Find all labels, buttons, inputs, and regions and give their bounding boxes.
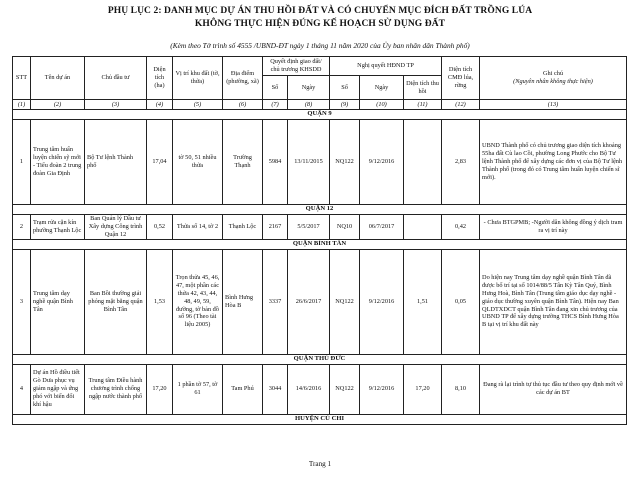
header-decision-date: Ngày bbox=[288, 76, 330, 100]
cell-resolution-date: 9/12/2016 bbox=[360, 364, 404, 414]
cell-project-name: Trạm rửa cặn kín phường Thạnh Lộc bbox=[31, 215, 85, 240]
cell-notes: Đang rà lại trình tự thủ tục đầu tư theo quy định mới về các dự án BT bbox=[480, 364, 627, 414]
header-notes-title: Ghi chú bbox=[542, 70, 564, 78]
cell-cmd-area: 2,83 bbox=[442, 120, 480, 205]
cell-resolution-number: NQ122 bbox=[330, 364, 360, 414]
header-investor: Chủ đầu tư bbox=[85, 57, 147, 100]
header-stt: STT bbox=[13, 57, 31, 100]
cell-decision-date: 14/6/2016 bbox=[288, 364, 330, 414]
header-project-name: Tên dự án bbox=[31, 57, 85, 100]
cell-resolution-date: 9/12/2016 bbox=[360, 249, 404, 354]
header-resolution-date: Ngày bbox=[360, 76, 404, 100]
column-number: (2) bbox=[31, 100, 85, 110]
column-number: (6) bbox=[223, 100, 263, 110]
column-number: (8) bbox=[288, 100, 330, 110]
cell-decision-number: 3337 bbox=[263, 249, 288, 354]
cell-cmd-area: 0,42 bbox=[442, 215, 480, 240]
cell-investor: Trung tâm Điều hành chương trình chống ngập nước thành phố bbox=[85, 364, 147, 414]
column-number: (4) bbox=[147, 100, 173, 110]
cell-decision-date: 26/6/2017 bbox=[288, 249, 330, 354]
cell-area: 1,53 bbox=[147, 249, 173, 354]
cell-cmd-area: 0,05 bbox=[442, 249, 480, 354]
column-number: (5) bbox=[173, 100, 223, 110]
section-row bbox=[13, 414, 627, 424]
column-number-row bbox=[13, 100, 627, 110]
cell-resolution-number: NQ122 bbox=[330, 249, 360, 354]
page-number: Trang 1 bbox=[308, 460, 332, 468]
section-label-cu-chi: HUYỆN CỦ CHI bbox=[13, 414, 627, 424]
header-decision-group: Quyết định giao đất/ chủ trương KHSDD bbox=[263, 57, 330, 76]
cell-stt: 4 bbox=[13, 364, 31, 414]
table-header-row bbox=[13, 57, 627, 76]
cell-recovered-area bbox=[404, 120, 442, 205]
section-row bbox=[13, 239, 627, 249]
cell-location: 1 phần tờ 57, tờ 61 bbox=[173, 364, 223, 414]
page-title: PHỤ LỤC 2: DANH MỤC DỰ ÁN THU HỒI ĐẤT VÀ CÓ CHUYỂN MỤC ĐÍCH ĐẤT TRỒNG LÚA bbox=[107, 6, 533, 16]
section-row bbox=[13, 110, 627, 120]
column-number: (10) bbox=[360, 100, 404, 110]
table-row bbox=[13, 249, 627, 354]
header-notes bbox=[480, 57, 627, 100]
section-label-q12: QUẬN 12 bbox=[13, 205, 627, 215]
cell-resolution-date: 9/12/2016 bbox=[360, 120, 404, 205]
page-subtitle: (Kèm theo Tờ trình số 4555 /UBND-ĐT ngày 1 tháng 11 năm 2020 của Ủy ban nhân dân Thành phố) bbox=[170, 41, 470, 50]
cell-investor: Ban Quản lý Dầu tư Xây dựng Công trình Quận 12 bbox=[85, 215, 147, 240]
cell-area: 17,20 bbox=[147, 364, 173, 414]
cell-stt: 1 bbox=[13, 120, 31, 205]
column-number: (12) bbox=[442, 100, 480, 110]
column-number: (9) bbox=[330, 100, 360, 110]
cell-cmd-area: 8,10 bbox=[442, 364, 480, 414]
cell-area: 17,04 bbox=[147, 120, 173, 205]
cell-project-name: Dự án Hồ điều tiết Gò Dưa phục vụ giảm ngập và ứng phó với biến đổi khí hậu bbox=[31, 364, 85, 414]
project-table bbox=[12, 56, 627, 425]
cell-project-name: Trung tâm dạy nghề quận Bình Tân bbox=[31, 249, 85, 354]
section-row bbox=[13, 205, 627, 215]
section-label-binh-tan: QUẬN BÌNH TÂN bbox=[13, 239, 627, 249]
cell-stt: 2 bbox=[13, 215, 31, 240]
cell-decision-number: 2167 bbox=[263, 215, 288, 240]
cell-notes: UBND Thành phố có chủ trương giao diện tích khoảng 55ha đất Cù lao Cồi, phường Long Phước cho Bộ Tư lệnh Thành phố để xây dựng các đơn vị của Bộ Tư lệnh Thành phố (trong đó có Trung tâm huấn luyện chiến sĩ mới). bbox=[480, 120, 627, 205]
column-number: (7) bbox=[263, 100, 288, 110]
section-label-q9: QUẬN 9 bbox=[13, 110, 627, 120]
cell-stt: 3 bbox=[13, 249, 31, 354]
cell-notes: Do hiện nay Trung tâm dạy nghề quận Bình Tân đã được bố trí tại số 1014/88/5 Tân Kỳ Tân Quý, Bình Hưng Hoà, Bình Tân (Trung tâm giáo dục dạy nghề - giáo dục thường xuyên quận Bình Tân). Hiện nay Ban QLDTXDCT quận Bình Tân đang xin chủ trương của UBND TP để xây dựng trường THCS Bình Hưng Hòa B tại vị trí khu đất này bbox=[480, 249, 627, 354]
header-ward: Địa điểm (phường, xã) bbox=[223, 57, 263, 100]
cell-recovered-area: 17,20 bbox=[404, 364, 442, 414]
section-label-thu-duc: QUẬN THỦ ĐỨC bbox=[13, 354, 627, 364]
header-resolution-group: Nghị quyết HĐND TP bbox=[330, 57, 442, 76]
header-decision-number: Số bbox=[263, 76, 288, 100]
cell-project-name: Trung tâm huấn luyện chiến sỹ mới - Tiểu đoàn 2 trung đoàn Gia Định bbox=[31, 120, 85, 205]
cell-notes: - Chưa BTGPMB; -Người dân không đồng ý dịch tram ra vị trí này bbox=[480, 215, 627, 240]
column-number: (13) bbox=[480, 100, 627, 110]
header-notes-subtitle: (Nguyên nhân không thực hiện) bbox=[513, 78, 593, 85]
page-title-line2: KHÔNG THỰC HIỆN ĐÚNG KẾ HOẠCH SỬ DỤNG ĐẤT bbox=[194, 19, 446, 29]
cell-decision-number: 3044 bbox=[263, 364, 288, 414]
cell-resolution-number: NQ122 bbox=[330, 120, 360, 205]
cell-ward: Tam Phú bbox=[223, 364, 263, 414]
column-number: (11) bbox=[404, 100, 442, 110]
cell-investor: Ban Bồi thường giải phóng mặt bằng quận Bình Tân bbox=[85, 249, 147, 354]
column-number: (3) bbox=[85, 100, 147, 110]
cell-decision-date: 5/5/2017 bbox=[288, 215, 330, 240]
cell-ward: Bình Hưng Hòa B bbox=[223, 249, 263, 354]
header-area: Diện tích (ha) bbox=[147, 57, 173, 100]
cell-location: Thửa số 14, tờ 2 bbox=[173, 215, 223, 240]
cell-investor: Bộ Tư lệnh Thành phố bbox=[85, 120, 147, 205]
table-row bbox=[13, 364, 627, 414]
column-number: (1) bbox=[13, 100, 31, 110]
cell-recovered-area: 1,51 bbox=[404, 249, 442, 354]
table-row bbox=[13, 120, 627, 205]
section-row bbox=[13, 354, 627, 364]
header-location: Vị trí khu đất (tờ, thửa) bbox=[173, 57, 223, 100]
header-cmd-area: Diện tích CMĐ lúa, rừng bbox=[442, 57, 480, 100]
table-row bbox=[13, 215, 627, 240]
cell-ward: Thạnh Lộc bbox=[223, 215, 263, 240]
cell-ward: Trường Thạnh bbox=[223, 120, 263, 205]
cell-location: Trọn thửa 45, 46, 47, một phần các thửa 42, 43, 44, 48, 49, 59, đường, tờ bản đồ số 96 (Theo tài liệu 2005) bbox=[173, 249, 223, 354]
header-recovered-area: Diện tích thu hồi bbox=[404, 76, 442, 100]
cell-decision-number: 5984 bbox=[263, 120, 288, 205]
header-resolution-number: Số bbox=[330, 76, 360, 100]
cell-recovered-area bbox=[404, 215, 442, 240]
cell-location: tờ 50, 51 nhiều thửa bbox=[173, 120, 223, 205]
cell-resolution-number: NQ10 bbox=[330, 215, 360, 240]
cell-decision-date: 13/11/2015 bbox=[288, 120, 330, 205]
cell-area: 0,52 bbox=[147, 215, 173, 240]
cell-resolution-date: 06/7/2017 bbox=[360, 215, 404, 240]
